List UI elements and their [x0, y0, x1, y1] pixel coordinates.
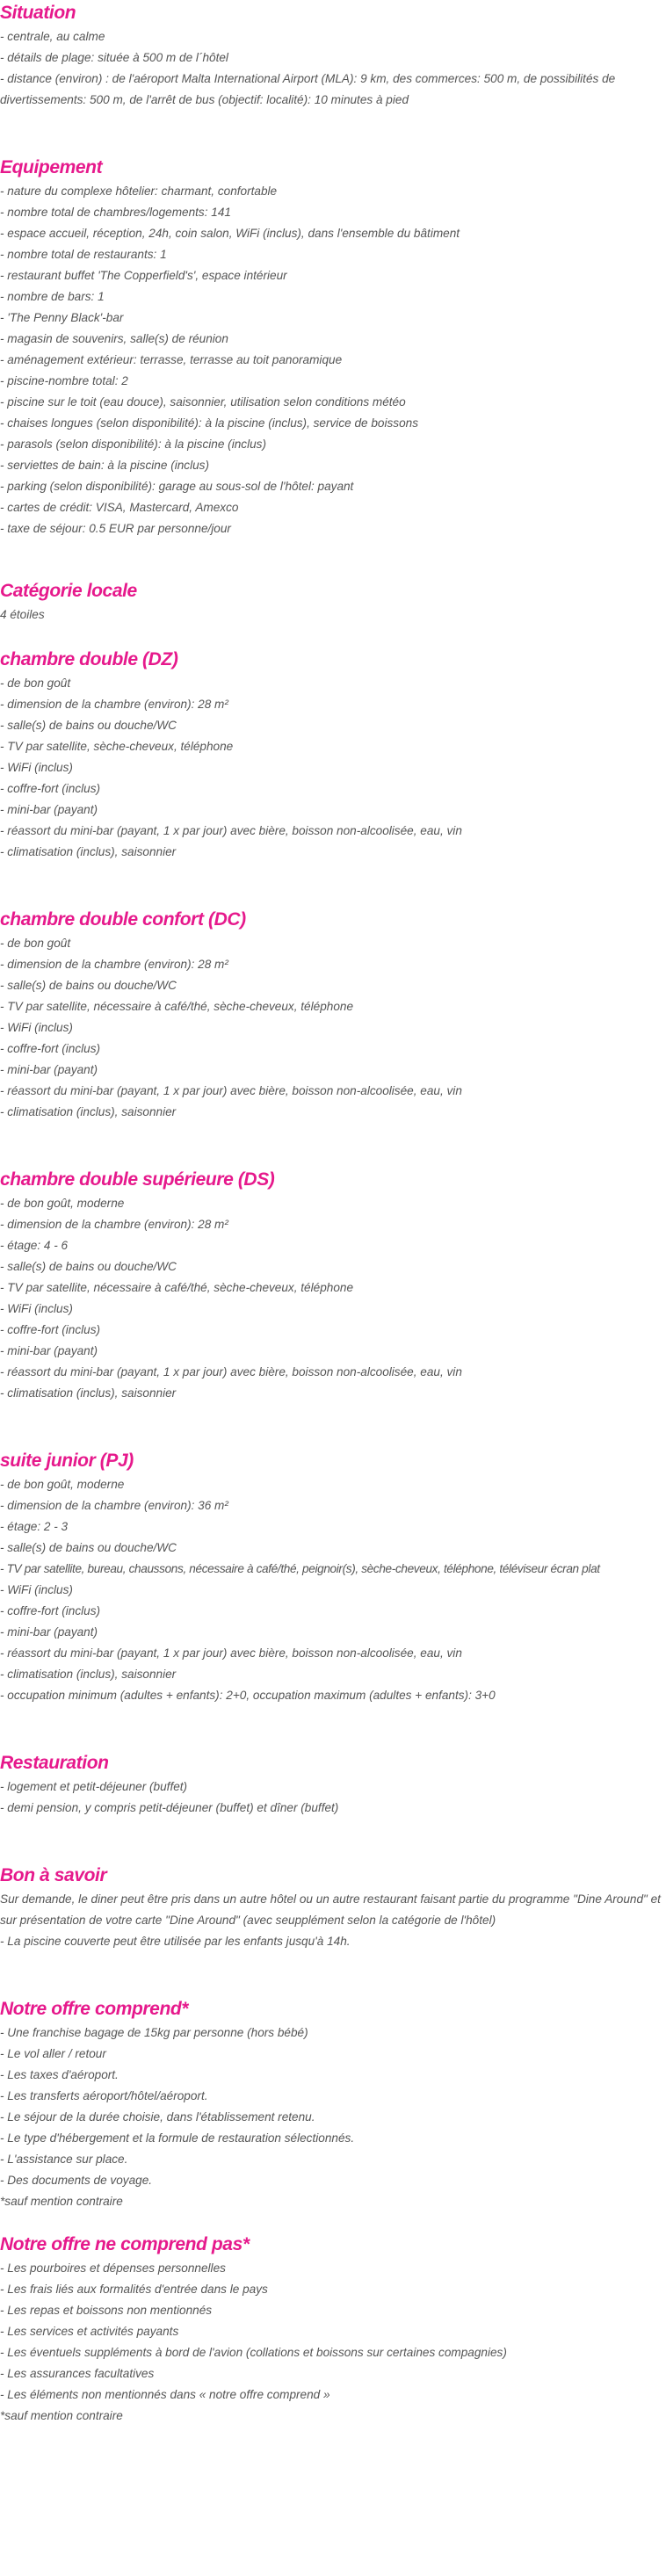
- room-ds-line: - étage: 4 - 6: [0, 1239, 69, 1252]
- room-dz-line: - climatisation (inclus), saisonnier: [0, 845, 177, 858]
- room-ds-text: [0, 1193, 666, 1404]
- spacer: [0, 2212, 666, 2232]
- categorie-line: 4 étoiles: [0, 608, 45, 621]
- room-dc-line: - coffre-fort (inclus): [0, 1042, 101, 1055]
- room-dz-line: - WiFi (inclus): [0, 761, 73, 774]
- categorie-text: [0, 604, 666, 626]
- offre-comprend-line: - L'assistance sur place.: [0, 2153, 128, 2166]
- room-pj-line: - coffre-fort (inclus): [0, 1604, 101, 1617]
- offre-ne-comprend-pas-line: - Les éléments non mentionnés dans « notre offre comprend »: [0, 2388, 330, 2401]
- equipement-line: - nombre total de chambres/logements: 141: [0, 206, 231, 219]
- room-ds-section: [0, 1167, 666, 1404]
- room-dz-text: [0, 673, 666, 863]
- bon-a-savoir-text: [0, 1889, 666, 1952]
- offre-ne-comprend-pas-title: Notre offre ne comprend pas*: [0, 2234, 250, 2254]
- offre-comprend-line: - Une franchise bagage de 15kg par personne (hors bébé): [0, 2026, 308, 2039]
- room-dz-line: - salle(s) de bains ou douche/WC: [0, 719, 177, 732]
- offre-ne-comprend-pas-line: - Les assurances facultatives: [0, 2367, 155, 2380]
- spacer: [0, 1952, 666, 1996]
- offre-comprend-line: - Les transferts aéroport/hôtel/aéroport.: [0, 2089, 208, 2102]
- room-dc-line: - WiFi (inclus): [0, 1021, 73, 1034]
- room-ds-line: - de bon goût, moderne: [0, 1197, 125, 1210]
- room-dz-line: - coffre-fort (inclus): [0, 782, 101, 795]
- categorie-section: [0, 578, 666, 626]
- equipement-line: - serviettes de bain: à la piscine (inclus): [0, 459, 209, 472]
- restauration-title: Restauration: [0, 1753, 109, 1773]
- equipement-text: [0, 181, 666, 539]
- offre-comprend-footnote: *sauf mention contraire: [0, 2195, 123, 2208]
- restauration-line: - demi pension, y compris petit-déjeuner (buffet) et dîner (buffet): [0, 1801, 339, 1814]
- room-dz-line: - réassort du mini-bar (payant, 1 x par jour) avec bière, boisson non-alcoolisée, eau, vin: [0, 824, 462, 837]
- offre-ne-comprend-pas-line: - Les services et activités payants: [0, 2325, 179, 2338]
- restauration-section: [0, 1750, 666, 1819]
- equipement-line: - piscine-nombre total: 2: [0, 374, 128, 387]
- equipement-line: - parking (selon disponibilité): garage au sous-sol de l'hôtel: payant: [0, 480, 354, 493]
- room-dc-line: - dimension de la chambre (environ): 28 m²: [0, 958, 228, 971]
- spacer: [0, 863, 666, 907]
- room-ds-title: chambre double supérieure (DS): [0, 1169, 275, 1190]
- room-ds-line: - mini-bar (payant): [0, 1344, 98, 1357]
- spacer: [0, 1123, 666, 1167]
- room-dz-title: chambre double (DZ): [0, 649, 178, 669]
- equipement-line: - cartes de crédit: VISA, Mastercard, Amexco: [0, 501, 239, 514]
- room-pj-section: [0, 1448, 666, 1706]
- situation-text: [0, 26, 666, 111]
- equipement-line: - restaurant buffet 'The Copperfield's', espace intérieur: [0, 269, 287, 282]
- room-dc-text: [0, 933, 666, 1123]
- room-ds-line: - réassort du mini-bar (payant, 1 x par jour) avec bière, boisson non-alcoolisée, eau, vin: [0, 1365, 462, 1378]
- equipement-line: - aménagement extérieur: terrasse, terrasse au toit panoramique: [0, 353, 343, 366]
- bon-a-savoir-section: [0, 1863, 666, 1952]
- equipement-line: - chaises longues (selon disponibilité): à la piscine (inclus), service de boissons: [0, 416, 419, 430]
- room-pj-line: - dimension de la chambre (environ): 36 m²: [0, 1499, 228, 1512]
- equipement-line: - parasols (selon disponibilité): à la piscine (inclus): [0, 438, 266, 451]
- room-pj-text: [0, 1474, 666, 1706]
- offre-ne-comprend-pas-line: - Les éventuels suppléments à bord de l'avion (collations et boissons sur certaines compagnies): [0, 2346, 507, 2359]
- room-dz-line: - mini-bar (payant): [0, 803, 98, 816]
- situation-title: Situation: [0, 3, 76, 23]
- equipement-line: - magasin de souvenirs, salle(s) de réunion: [0, 332, 228, 345]
- bon-a-savoir-title: Bon à savoir: [0, 1865, 107, 1885]
- equipement-line: - espace accueil, réception, 24h, coin salon, WiFi (inclus), dans l'ensemble du bâtiment: [0, 227, 460, 240]
- room-dc-line: - TV par satellite, nécessaire à café/thé, sèche-cheveux, téléphone: [0, 1000, 353, 1013]
- equipement-line: - nombre de bars: 1: [0, 290, 105, 303]
- spacer: [0, 111, 666, 155]
- offre-comprend-line: - Le séjour de la durée choisie, dans l'établissement retenu.: [0, 2110, 315, 2124]
- offre-ne-comprend-pas-line: - Les repas et boissons non mentionnés: [0, 2304, 213, 2317]
- equipement-line: - nombre total de restaurants: 1: [0, 248, 167, 261]
- room-dz-line: - de bon goût: [0, 677, 71, 690]
- offre-ne-comprend-pas-section: [0, 2232, 666, 2427]
- room-pj-title: suite junior (PJ): [0, 1451, 134, 1471]
- offre-ne-comprend-pas-footnote: *sauf mention contraire: [0, 2409, 123, 2422]
- equipement-line: - taxe de séjour: 0.5 EUR par personne/jour: [0, 522, 231, 535]
- spacer: [0, 539, 666, 578]
- categorie-title: Catégorie locale: [0, 581, 137, 601]
- offre-comprend-section: [0, 1996, 666, 2212]
- room-pj-line: - réassort du mini-bar (payant, 1 x par jour) avec bière, boisson non-alcoolisée, eau, vin: [0, 1646, 462, 1660]
- equipement-title: Equipement: [0, 157, 103, 177]
- room-ds-line: - WiFi (inclus): [0, 1302, 73, 1315]
- room-pj-line: - WiFi (inclus): [0, 1583, 73, 1596]
- restauration-line: - logement et petit-déjeuner (buffet): [0, 1780, 188, 1793]
- equipement-line: - piscine sur le toit (eau douce), saisonnier, utilisation selon conditions météo: [0, 395, 406, 409]
- offre-ne-comprend-pas-line: - Les pourboires et dépenses personnelles: [0, 2261, 226, 2275]
- room-pj-line: - climatisation (inclus), saisonnier: [0, 1668, 177, 1681]
- room-dz-line: - TV par satellite, sèche-cheveux, téléphone: [0, 740, 234, 753]
- situation-line: - distance (environ) : de l'aéroport Malta International Airport (MLA): 9 km, des commerces: 500 m, de possibilités de divertissements: 500 m, de l'arrêt de bus (objectif: localité): 10 minutes à pied: [0, 72, 616, 106]
- offre-comprend-title: Notre offre comprend*: [0, 1999, 189, 2019]
- offre-comprend-line: - Les taxes d'aéroport.: [0, 2068, 119, 2081]
- room-dc-title: chambre double confort (DC): [0, 909, 246, 930]
- equipement-section: [0, 155, 666, 539]
- spacer: [0, 626, 666, 647]
- offre-comprend-text: [0, 2022, 666, 2212]
- equipement-line: - 'The Penny Black'-bar: [0, 311, 124, 324]
- offre-comprend-line: - Le type d'hébergement et la formule de restauration sélectionnés.: [0, 2131, 355, 2145]
- room-dz-section: [0, 647, 666, 863]
- offre-comprend-line: - Des documents de voyage.: [0, 2174, 153, 2187]
- bon-a-savoir-line: Sur demande, le diner peut être pris dans un autre hôtel ou un autre restaurant faisant partie du programme "Dine Around" et sur présentation de votre carte "Dine Around" (avec seupplément selon la catégorie de l'hôtel): [0, 1892, 661, 1927]
- offre-comprend-line: - Le vol aller / retour: [0, 2047, 106, 2060]
- room-ds-line: - coffre-fort (inclus): [0, 1323, 101, 1336]
- situation-line: - centrale, au calme: [0, 30, 105, 43]
- spacer: [0, 1819, 666, 1863]
- room-pj-line: - étage: 2 - 3: [0, 1520, 69, 1533]
- room-dc-line: - réassort du mini-bar (payant, 1 x par jour) avec bière, boisson non-alcoolisée, eau, vin: [0, 1084, 462, 1097]
- room-dc-line: - de bon goût: [0, 937, 71, 950]
- room-dz-line: - dimension de la chambre (environ): 28 m²: [0, 698, 228, 711]
- restauration-text: [0, 1776, 666, 1819]
- room-pj-line: - occupation minimum (adultes + enfants): 2+0, occupation maximum (adultes + enfants): 3+0: [0, 1689, 496, 1702]
- offre-ne-comprend-pas-line: - Les frais liés aux formalités d'entrée dans le pays: [0, 2283, 268, 2296]
- room-ds-line: - dimension de la chambre (environ): 28 m²: [0, 1218, 228, 1231]
- room-dc-line: - climatisation (inclus), saisonnier: [0, 1105, 177, 1118]
- room-dc-line: - mini-bar (payant): [0, 1063, 98, 1076]
- situation-section: [0, 0, 666, 111]
- room-pj-line: - TV par satellite, bureau, chaussons, nécessaire à café/thé, peignoir(s), sèche-cheveux, téléphone, téléviseur écran plat: [0, 1562, 600, 1575]
- room-pj-line: - mini-bar (payant): [0, 1625, 98, 1639]
- situation-line: - détails de plage: située à 500 m de l´hôtel: [0, 51, 228, 64]
- room-ds-line: - salle(s) de bains ou douche/WC: [0, 1260, 177, 1273]
- room-ds-line: - TV par satellite, nécessaire à café/thé, sèche-cheveux, téléphone: [0, 1281, 353, 1294]
- offre-ne-comprend-pas-text: [0, 2258, 666, 2427]
- equipement-line: - nature du complexe hôtelier: charmant, confortable: [0, 185, 278, 198]
- room-dc-line: - salle(s) de bains ou douche/WC: [0, 979, 177, 992]
- bon-a-savoir-line: - La piscine couverte peut être utilisée par les enfants jusqu'à 14h.: [0, 1935, 351, 1948]
- room-ds-line: - climatisation (inclus), saisonnier: [0, 1386, 177, 1400]
- room-pj-line: - de bon goût, moderne: [0, 1478, 125, 1491]
- spacer: [0, 1404, 666, 1448]
- room-pj-line: - salle(s) de bains ou douche/WC: [0, 1541, 177, 1554]
- spacer: [0, 1706, 666, 1750]
- room-dc-section: [0, 907, 666, 1123]
